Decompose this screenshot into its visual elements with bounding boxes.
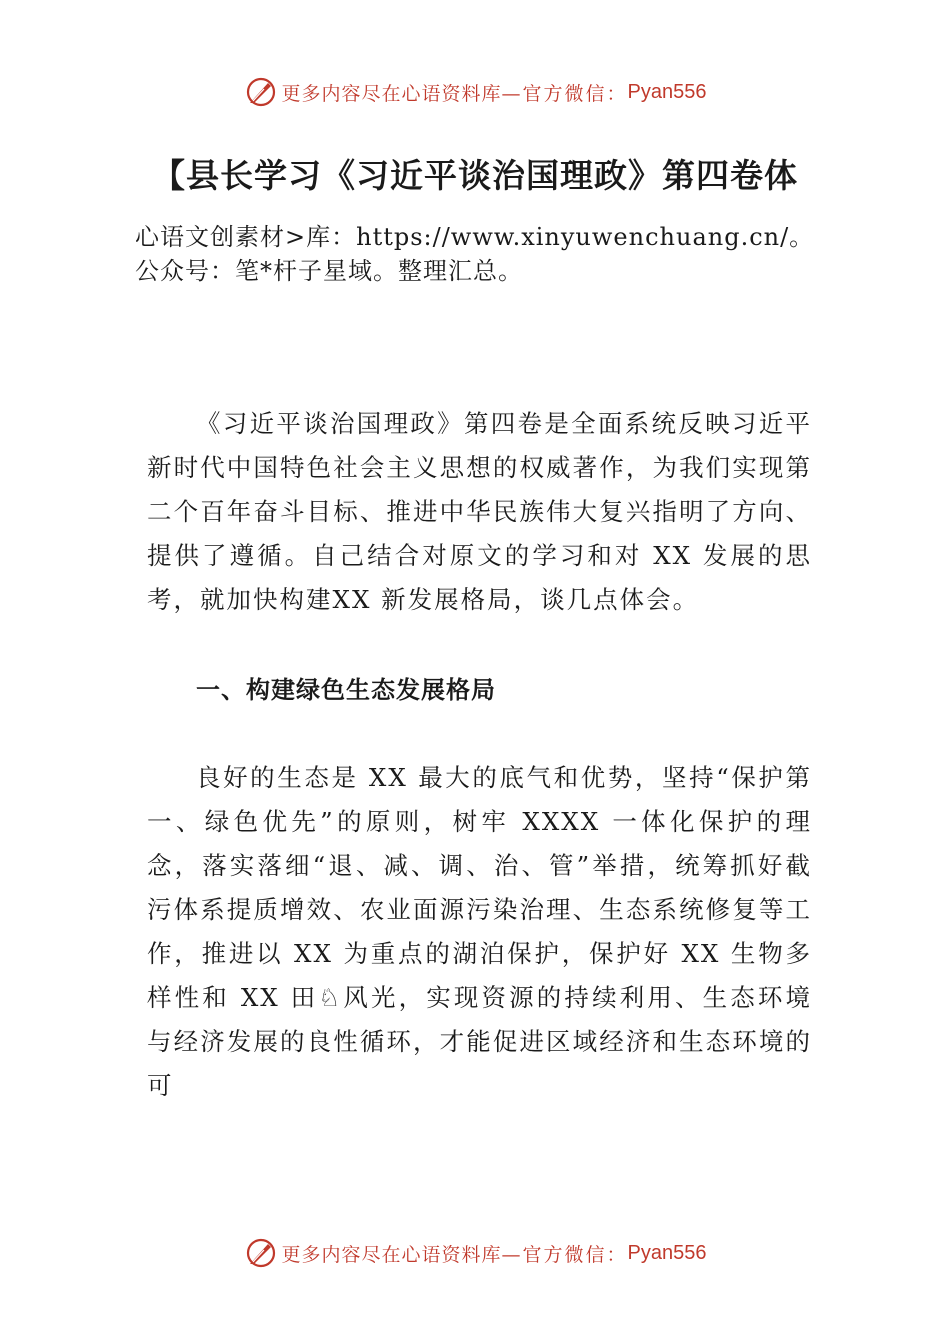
document-title: 【县长学习《习近平谈治国理政》第四卷体 [152, 156, 798, 195]
intro-paragraph: 《习近平谈治国理政》第四卷是全面系统反映习近平新时代中国特色社会主义思想的权威著作，为我们实现第二个百年奋斗目标、推进中华民族伟大复兴指明了方向、提供了遵循。自己结合对原文的学习和对 XX 发展的思考，就加快构建XX 新发展格局，谈几点体会。 [147, 409, 812, 614]
banner-sub-text: —官方微信： [501, 1243, 628, 1266]
source-note: 心语文创素材>库：https://www.xinyuwenchuang.cn/。公众号：笔*杆子星域。整理汇总。 [135, 223, 815, 285]
header-watermark-banner [0, 72, 950, 112]
banner-sub-text: —官方微信： [501, 82, 628, 105]
section-heading: 一、构建绿色生态发展格局 [196, 676, 496, 704]
quill-logo-icon [244, 75, 278, 109]
quill-logo-icon [244, 1236, 278, 1270]
banner-main-text: 更多内容尽在心语资料库 [281, 82, 502, 105]
banner-main-text: 更多内容尽在心语资料库 [281, 1243, 502, 1266]
banner-wechat-id: Pyan556 [627, 1241, 707, 1264]
banner-wechat-id: Pyan556 [627, 80, 707, 103]
body-paragraph: 良好的生态是 XX 最大的底气和优势，坚持“保护第一、绿色优先”的原则，树牢 XXXX 一体化保护的理念，落实落细“退、减、调、治、管”举措，统筹抓好截污体系提质增效、农业面源污染治理、生态系统修复等工作，推进以 XX 为重点的湖泊保护，保护好 XX 生物多样性和 XX 田♘风光，实现资源的持续利用、生态环境与经济发展的良性循环，才能促进区域经济和生态环境的可 [147, 763, 812, 1100]
footer-watermark-banner [0, 1233, 950, 1273]
